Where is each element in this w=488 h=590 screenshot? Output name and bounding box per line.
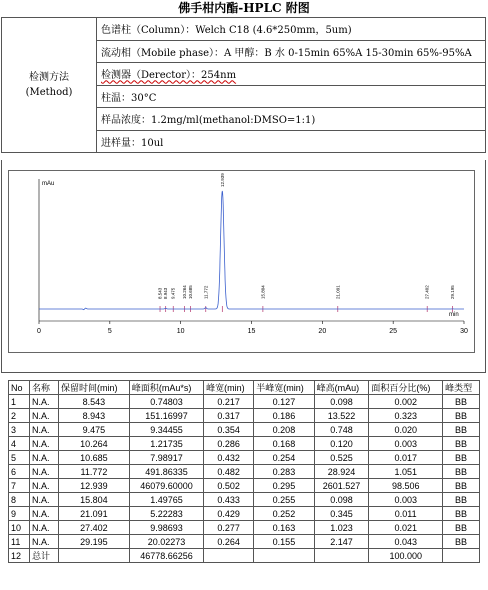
row-area-percent: 0.020 (369, 423, 443, 437)
row-rt: 12.939 (59, 479, 130, 493)
row-name: N.A. (30, 479, 59, 493)
injection-volume-info: 进样量：10ul (97, 130, 486, 153)
row-height: 0.098 (314, 493, 369, 507)
row-height: 0.748 (314, 423, 369, 437)
row-area-percent: 0.003 (369, 437, 443, 451)
col-header-no: No (9, 381, 30, 395)
col-header-name: 名称 (30, 381, 59, 395)
col-header-width: 峰宽(min) (204, 381, 254, 395)
row-area: 7.98917 (129, 451, 203, 465)
total-label: 总计 (30, 549, 59, 563)
row-area: 1.49765 (129, 493, 203, 507)
column-temp-info: 柱温：30°C (97, 85, 486, 108)
page-title: 佛手柑内酯-HPLC 附图 (178, 1, 310, 15)
peak-label: 21.091 (335, 285, 341, 299)
mobile-phase-info: 流动相（Mobile phase）：A 甲醇：B 水 0-15min 65%A 15-30min 65%-95%A (97, 40, 486, 63)
row-half-width: 0.283 (254, 465, 314, 479)
row-no: 8 (9, 493, 30, 507)
col-header-area: 峰面积(mAu*s) (129, 381, 203, 395)
chromatogram-trace (39, 191, 464, 310)
row-name: N.A. (30, 423, 59, 437)
row-area-percent: 0.323 (369, 409, 443, 423)
row-area-percent: 0.043 (369, 535, 443, 549)
row-name: N.A. (30, 465, 59, 479)
row-width: 0.354 (204, 423, 254, 437)
x-tick-label: 10 (176, 328, 185, 335)
row-name: N.A. (30, 395, 59, 409)
row-no: 11 (9, 535, 30, 549)
row-no: 2 (9, 409, 30, 423)
row-rt: 8.543 (59, 395, 130, 409)
total-empty-width (204, 549, 254, 563)
row-rt: 15.804 (59, 493, 130, 507)
row-area: 0.74803 (129, 395, 203, 409)
method-label (2, 18, 97, 153)
table-row (9, 451, 480, 465)
peak-label: 27.402 (424, 285, 430, 299)
row-area-percent: 0.021 (369, 521, 443, 535)
row-no: 6 (9, 465, 30, 479)
row-name: N.A. (30, 493, 59, 507)
row-width: 0.429 (204, 507, 254, 521)
row-height: 2601.527 (314, 479, 369, 493)
table-row (9, 479, 480, 493)
detector-text: 检测器（Derector）：254nm (101, 70, 237, 82)
x-tick-label: 0 (37, 328, 41, 335)
column-info: 色谱柱（Column）：Welch C18 (4.6*250mm，5um) (97, 18, 486, 41)
peak-label: 11.772 (203, 285, 209, 299)
row-area-percent: 0.002 (369, 395, 443, 409)
row-name: N.A. (30, 451, 59, 465)
detector-info (97, 63, 486, 86)
row-height: 0.525 (314, 451, 369, 465)
peak-label: 10.685 (187, 285, 193, 299)
row-half-width: 0.295 (254, 479, 314, 493)
row-name: N.A. (30, 409, 59, 423)
x-tick-label: 20 (318, 328, 327, 335)
row-peak-type: BB (443, 395, 480, 409)
table-row (9, 395, 480, 409)
row-height: 13.522 (314, 409, 369, 423)
chromatogram-svg (9, 171, 474, 352)
peak-label: 8.943 (163, 287, 169, 299)
peak-label: 12.939 (219, 173, 225, 187)
row-name: N.A. (30, 535, 59, 549)
row-rt: 11.772 (59, 465, 130, 479)
col-header-rt: 保留时间(min) (59, 381, 130, 395)
row-no: 1 (9, 395, 30, 409)
table-row (9, 535, 480, 549)
row-area-percent: 0.011 (369, 507, 443, 521)
row-no: 10 (9, 521, 30, 535)
row-area-percent: 0.017 (369, 451, 443, 465)
row-half-width: 0.168 (254, 437, 314, 451)
row-half-width: 0.186 (254, 409, 314, 423)
row-name: N.A. (30, 521, 59, 535)
row-peak-type: BB (443, 479, 480, 493)
row-width: 0.317 (204, 409, 254, 423)
row-width: 0.433 (204, 493, 254, 507)
row-area: 1.21735 (129, 437, 203, 451)
row-peak-type: BB (443, 521, 480, 535)
col-header-height: 峰高(mAu) (314, 381, 369, 395)
row-width: 0.502 (204, 479, 254, 493)
row-width: 0.264 (204, 535, 254, 549)
row-half-width: 0.255 (254, 493, 314, 507)
row-height: 0.345 (314, 507, 369, 521)
row-width: 0.217 (204, 395, 254, 409)
peak-label: 29.195 (450, 285, 456, 299)
row-area-percent: 1.051 (369, 465, 443, 479)
chromatogram-chart (8, 170, 475, 353)
row-peak-type: BB (443, 465, 480, 479)
table-row (9, 437, 480, 451)
row-peak-type: BB (443, 437, 480, 451)
row-half-width: 0.252 (254, 507, 314, 521)
peak-label: 8.543 (157, 287, 163, 299)
row-rt: 8.943 (59, 409, 130, 423)
row-area: 151.16997 (129, 409, 203, 423)
row-rt: 9.475 (59, 423, 130, 437)
row-peak-type: BB (443, 451, 480, 465)
x-tick-label: 5 (107, 328, 112, 335)
row-height: 2.147 (314, 535, 369, 549)
row-area-percent: 0.003 (369, 493, 443, 507)
method-table (1, 17, 486, 153)
row-width: 0.277 (204, 521, 254, 535)
row-peak-type: BB (443, 493, 480, 507)
peak-label: 10.264 (181, 285, 187, 299)
total-empty-half (254, 549, 314, 563)
row-area: 9.98693 (129, 521, 203, 535)
row-area: 20.02273 (129, 535, 203, 549)
col-header-peak-type: 峰类型 (443, 381, 480, 395)
row-width: 0.286 (204, 437, 254, 451)
total-empty-type (443, 549, 480, 563)
method-label-text: 检测方法 (Method) (25, 72, 73, 98)
row-area: 491.86335 (129, 465, 203, 479)
row-height: 0.098 (314, 395, 369, 409)
col-header-area-percent: 面积百分比(%) (369, 381, 443, 395)
row-half-width: 0.208 (254, 423, 314, 437)
total-row (9, 549, 480, 563)
peak-table (8, 380, 480, 563)
x-axis-label: min (449, 312, 459, 318)
row-rt: 10.264 (59, 437, 130, 451)
x-tick-label: 30 (460, 328, 468, 335)
table-row (9, 423, 480, 437)
row-height: 0.120 (314, 437, 369, 451)
table-row (9, 409, 480, 423)
row-half-width: 0.127 (254, 395, 314, 409)
row-width: 0.482 (204, 465, 254, 479)
row-width: 0.432 (204, 451, 254, 465)
total-no: 12 (9, 549, 30, 563)
total-empty-rt (59, 549, 130, 563)
table-row (9, 507, 480, 521)
row-peak-type: BB (443, 423, 480, 437)
row-half-width: 0.254 (254, 451, 314, 465)
row-rt: 29.195 (59, 535, 130, 549)
row-height: 28.924 (314, 465, 369, 479)
row-rt: 27.402 (59, 521, 130, 535)
row-no: 4 (9, 437, 30, 451)
row-name: N.A. (30, 507, 59, 521)
row-area: 5.22283 (129, 507, 203, 521)
row-no: 7 (9, 479, 30, 493)
x-tick-label: 25 (389, 328, 398, 335)
y-axis-label: mAu (42, 181, 55, 187)
table-row (9, 521, 480, 535)
peak-label: 15.804 (260, 285, 266, 299)
row-height: 1.023 (314, 521, 369, 535)
row-peak-type: BB (443, 507, 480, 521)
row-half-width: 0.163 (254, 521, 314, 535)
row-no: 3 (9, 423, 30, 437)
row-area: 9.34455 (129, 423, 203, 437)
table-row (9, 493, 480, 507)
total-area-percent: 100.000 (369, 549, 443, 563)
row-area-percent: 98.506 (369, 479, 443, 493)
row-half-width: 0.155 (254, 535, 314, 549)
row-name: N.A. (30, 437, 59, 451)
row-peak-type: BB (443, 535, 480, 549)
row-rt: 10.685 (59, 451, 130, 465)
peak-label: 9.475 (170, 287, 176, 299)
sample-conc-info: 样品浓度：1.2mg/ml(methanol:DMSO=1:1) (97, 108, 486, 131)
peak-table-header (9, 381, 480, 395)
total-empty-height (314, 549, 369, 563)
total-area: 46778.66256 (129, 549, 203, 563)
row-no: 9 (9, 507, 30, 521)
row-area: 46079.60000 (129, 479, 203, 493)
x-tick-label: 15 (247, 328, 256, 335)
col-header-half-width: 半峰宽(min) (254, 381, 314, 395)
row-peak-type: BB (443, 409, 480, 423)
row-rt: 21.091 (59, 507, 130, 521)
table-row (9, 465, 480, 479)
row-no: 5 (9, 451, 30, 465)
